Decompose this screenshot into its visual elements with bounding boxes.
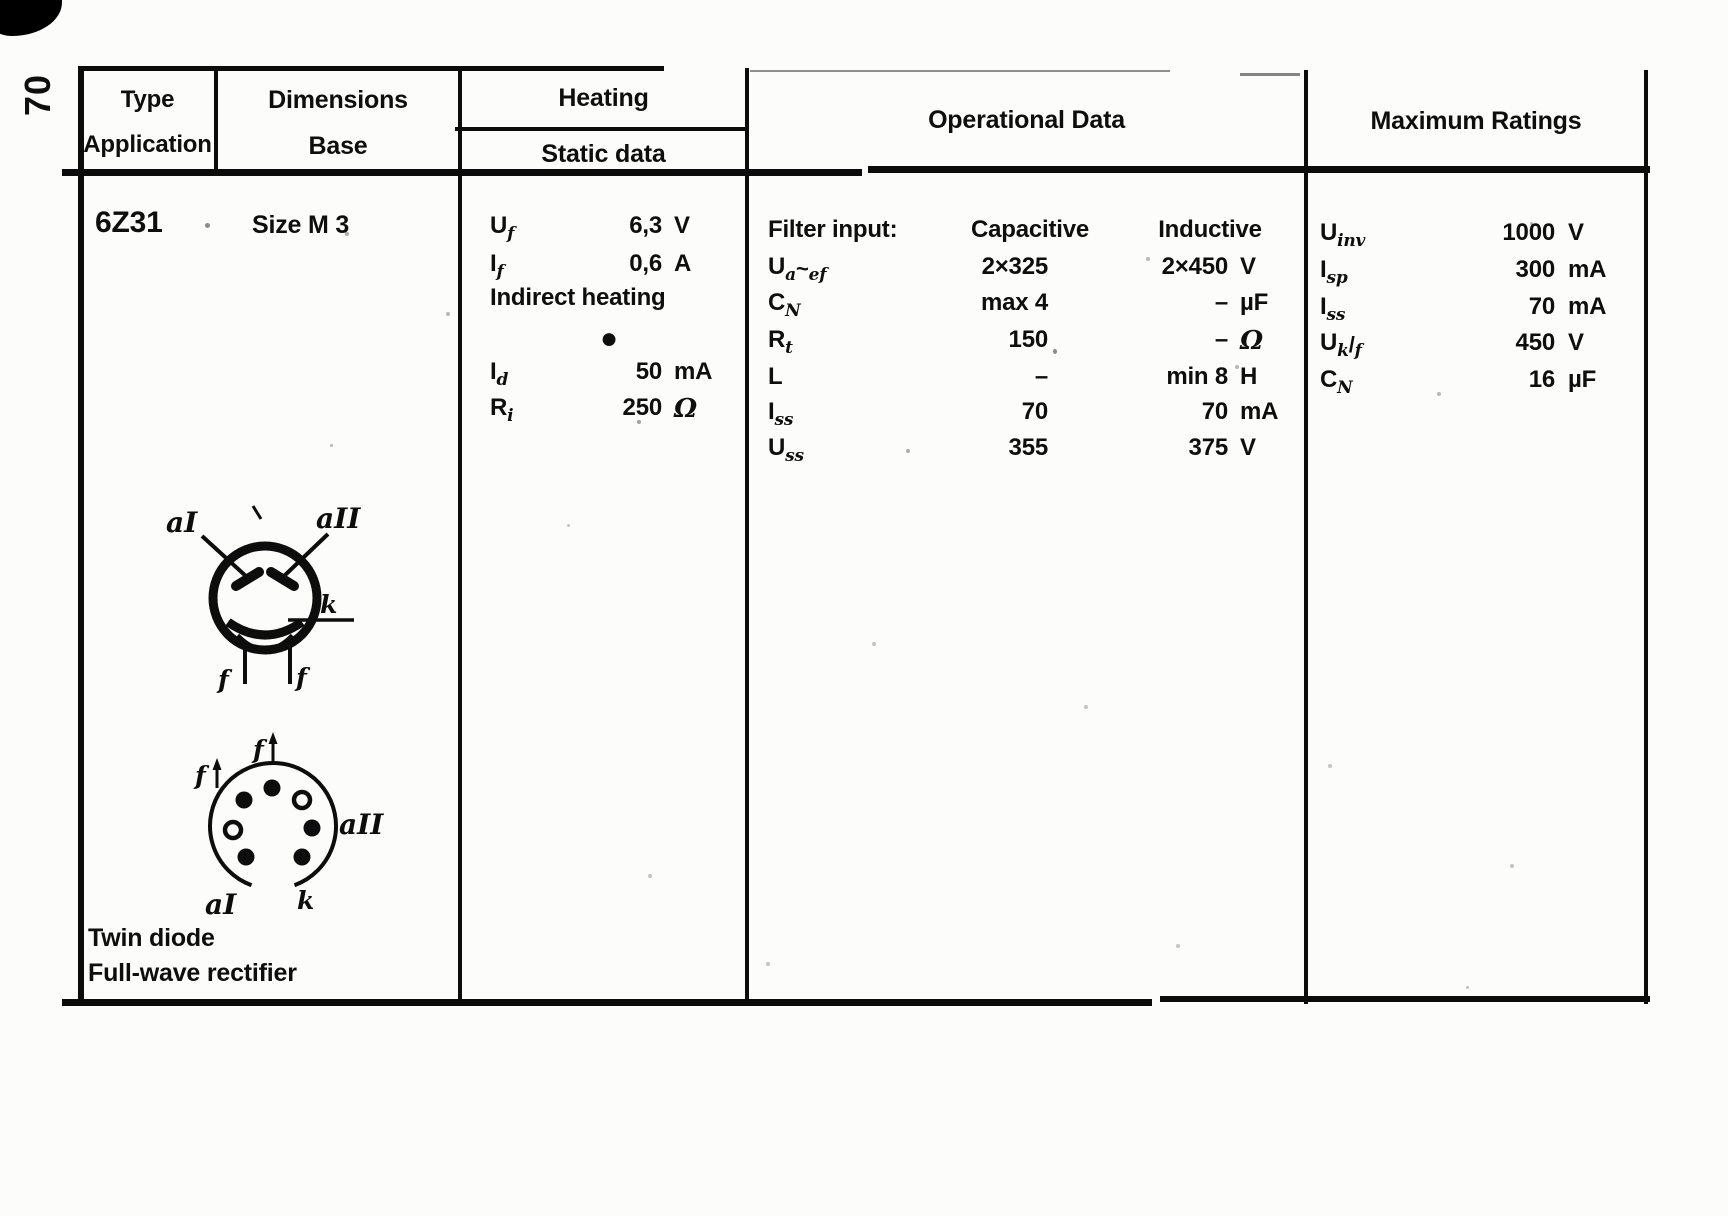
inductive-value: min 8 — [1166, 363, 1228, 390]
heating-row-uf — [490, 212, 730, 244]
scan-speck — [1466, 986, 1469, 989]
scan-speck — [1176, 944, 1180, 948]
pin-filled-right — [304, 820, 321, 837]
param-unit: A — [674, 250, 692, 277]
scan-stray-tick — [253, 506, 261, 519]
static-row-id — [490, 358, 730, 390]
anode1-label: aI — [166, 506, 198, 539]
param-subscript: N — [785, 301, 801, 321]
table-border-bottom-left — [62, 999, 1152, 1006]
bullet-marker: ● — [600, 322, 618, 355]
divider-heating-static — [455, 127, 747, 131]
op-row-l — [768, 363, 1308, 395]
divider-operational-maximum — [1304, 70, 1308, 1004]
header-dimensions: Dimensions — [268, 86, 408, 114]
param-subscript: d — [496, 370, 509, 390]
param-label — [768, 289, 800, 321]
param-symbol: I — [768, 398, 775, 425]
param-label — [768, 253, 826, 285]
tube-symbol-diagram — [150, 470, 380, 715]
param-symbol: L — [768, 363, 783, 390]
page-number: 70 — [17, 73, 58, 117]
param-symbol: U — [1320, 329, 1338, 356]
scan-speck — [906, 449, 910, 453]
param-unit: µF — [1568, 366, 1597, 393]
cathode-label: k — [320, 590, 338, 619]
header-bottom-rule-left — [62, 169, 862, 176]
param-unit: mA — [1240, 398, 1279, 425]
scan-speck — [1235, 365, 1239, 369]
scan-corner-artifact — [0, 0, 62, 36]
param-unit: Ω — [1240, 326, 1263, 356]
param-label — [490, 394, 513, 426]
pin-filled-top — [264, 780, 281, 797]
param-label — [1320, 329, 1362, 361]
base-pinout-diagram — [155, 700, 405, 930]
cathode-arc — [228, 622, 302, 635]
param-mid: ~ — [795, 256, 809, 281]
param-subscript: f — [507, 224, 515, 244]
anode2-plate — [271, 572, 294, 586]
capacitive-value: – — [1034, 363, 1048, 390]
max-row-uinv — [1320, 219, 1650, 251]
param-value: 250 — [622, 394, 662, 421]
param-label — [768, 398, 793, 430]
scan-speck — [1510, 864, 1514, 868]
param-symbol: I — [1320, 256, 1327, 283]
param-symbol: C — [1320, 366, 1338, 393]
scan-speck — [1084, 705, 1088, 709]
param-subscript: inv — [1337, 231, 1366, 251]
param-symbol: I — [1320, 293, 1327, 320]
param-symbol: R — [768, 326, 786, 353]
param-label — [1320, 219, 1365, 251]
param-value: 16 — [1528, 366, 1555, 393]
filament1-label: f — [218, 665, 229, 694]
param-mid: / — [1348, 332, 1355, 357]
anode1-plate — [236, 572, 259, 586]
pin-filled-bottom-left — [238, 849, 255, 866]
pin-label-k: k — [297, 886, 315, 915]
scan-speck — [1328, 764, 1332, 768]
param-value: 0,6 — [629, 250, 662, 277]
pin-open-upper-right — [294, 792, 310, 808]
scan-speck — [446, 312, 450, 316]
header-maximum-ratings: Maximum Ratings — [1370, 107, 1582, 135]
param-label — [490, 358, 508, 390]
capacitive-value: 70 — [1021, 398, 1048, 425]
op-row-cn — [768, 289, 1308, 321]
param-subscript: i — [507, 406, 514, 426]
param-symbol: R — [490, 394, 508, 421]
param-unit: mA — [1568, 293, 1607, 320]
scan-speck — [330, 444, 333, 447]
divider-dimensions-heating — [458, 66, 462, 1004]
max-row-isp — [1320, 256, 1650, 288]
param-label — [768, 363, 782, 395]
scan-speck — [205, 223, 210, 228]
inductive-value: – — [1214, 289, 1228, 316]
capacitive-value: 2×325 — [981, 253, 1048, 280]
application-line-2: Full-wave rectifier — [88, 959, 297, 987]
header-bottom-rule-right — [868, 166, 1650, 173]
param-value: 300 — [1515, 256, 1555, 283]
heating-note: Indirect heating — [490, 284, 666, 311]
scan-speck — [567, 524, 570, 527]
scan-speck — [1146, 257, 1150, 261]
max-row-ukf — [1320, 329, 1650, 361]
table-border-left — [78, 66, 84, 1006]
column-capacitive: Capacitive — [970, 216, 1090, 243]
param-symbol: U — [1320, 219, 1338, 246]
op-row-uss — [768, 434, 1308, 466]
param-symbol: U — [768, 253, 786, 280]
header-type: Type — [120, 86, 175, 113]
anode2-label: aII — [316, 502, 361, 535]
scan-speck — [637, 420, 641, 424]
divider-heating-operational — [745, 68, 749, 1004]
param-subscript: N — [1337, 378, 1353, 398]
header-application: Application — [83, 131, 212, 158]
header-heating: Heating — [558, 84, 649, 112]
pin-open-left — [225, 822, 241, 838]
param-subscript: ss — [774, 410, 794, 430]
header-base: Base — [308, 132, 368, 160]
op-row-rt — [768, 326, 1308, 358]
max-row-cn — [1320, 366, 1650, 398]
inductive-value: – — [1214, 326, 1228, 353]
param-label — [1320, 293, 1345, 325]
pin-filled-bottom-right — [294, 849, 311, 866]
param-value: 70 — [1528, 293, 1555, 320]
param-value: 50 — [635, 358, 662, 385]
param-label — [1320, 256, 1348, 288]
param-symbol: U — [490, 212, 508, 239]
capacitive-value: 150 — [1008, 326, 1048, 353]
param-symbol: U — [768, 434, 786, 461]
capacitive-value: max 4 — [980, 289, 1048, 316]
param-subscript: f — [496, 262, 504, 282]
param-unit: V — [1240, 434, 1256, 461]
param-symbol: I — [490, 358, 497, 385]
capacitive-value: 355 — [1008, 434, 1048, 461]
scan-speck — [345, 232, 349, 236]
param-subscript: t — [785, 338, 793, 358]
pin-label-a2: aII — [339, 808, 384, 841]
param-label — [768, 326, 793, 358]
scan-speck — [872, 642, 876, 646]
pin-label-f-top: f — [253, 735, 264, 764]
pin-filled-upper-left — [236, 792, 253, 809]
param-label — [768, 434, 804, 466]
table-border-top-faded2 — [1240, 73, 1300, 76]
tube-type: 6Z31 — [95, 206, 163, 239]
scan-speck — [1437, 392, 1441, 396]
param-value: 6,3 — [629, 212, 662, 239]
param-value: 1000 — [1502, 219, 1555, 246]
param-value: 450 — [1515, 329, 1555, 356]
op-row-iss — [768, 398, 1308, 430]
inductive-value: 2×450 — [1161, 253, 1228, 280]
param-subscript: ss — [785, 446, 804, 466]
fil-arrowhead-top — [269, 732, 278, 744]
inductive-value: 375 — [1188, 434, 1228, 461]
tube-size: Size M 3 — [252, 211, 350, 239]
param-label — [490, 212, 514, 244]
param-unit: V — [674, 212, 690, 239]
param-unit: V — [1240, 253, 1256, 280]
param-subscript-2: f — [1354, 341, 1362, 361]
param-subscript: k — [1337, 341, 1349, 361]
param-unit: µF — [1240, 289, 1269, 316]
fil-arrowhead-left — [213, 758, 222, 770]
table-border-right — [1644, 70, 1648, 1004]
inductive-value: 70 — [1201, 398, 1228, 425]
scan-speck — [1053, 349, 1057, 354]
param-unit: H — [1240, 363, 1258, 390]
param-label — [1320, 366, 1352, 398]
table-border-bottom-right — [1160, 996, 1650, 1002]
param-subscript: a — [785, 265, 796, 285]
filter-input-label: Filter input: — [768, 216, 898, 243]
param-symbol: I — [490, 250, 497, 277]
param-unit: mA — [1568, 256, 1607, 283]
scan-speck — [766, 962, 770, 966]
param-subscript: ss — [1326, 305, 1346, 325]
param-unit: mA — [674, 358, 713, 385]
application-line-1: Twin diode — [88, 924, 215, 952]
table-border-top — [78, 66, 664, 71]
param-unit: Ω — [674, 394, 697, 424]
header-static-data: Static data — [541, 140, 666, 168]
param-subscript-2: ef — [808, 265, 827, 285]
heating-row-if — [490, 250, 730, 282]
pin-label-f-left: f — [195, 761, 206, 790]
static-row-ri — [490, 394, 730, 426]
param-subscript: sp — [1326, 268, 1348, 288]
header-operational-data: Operational Data — [928, 106, 1125, 134]
column-inductive: Inductive — [1158, 216, 1262, 243]
filament2-label: f — [296, 663, 307, 692]
param-unit: V — [1568, 219, 1584, 246]
op-row-ua — [768, 253, 1308, 285]
pin-label-a1: aI — [205, 888, 237, 921]
scan-speck — [1530, 222, 1533, 225]
param-symbol: C — [768, 289, 786, 316]
max-row-iss — [1320, 293, 1650, 325]
param-unit: V — [1568, 329, 1584, 356]
param-label — [490, 250, 504, 282]
scan-speck — [648, 874, 652, 878]
table-border-top-faded — [750, 70, 1170, 72]
